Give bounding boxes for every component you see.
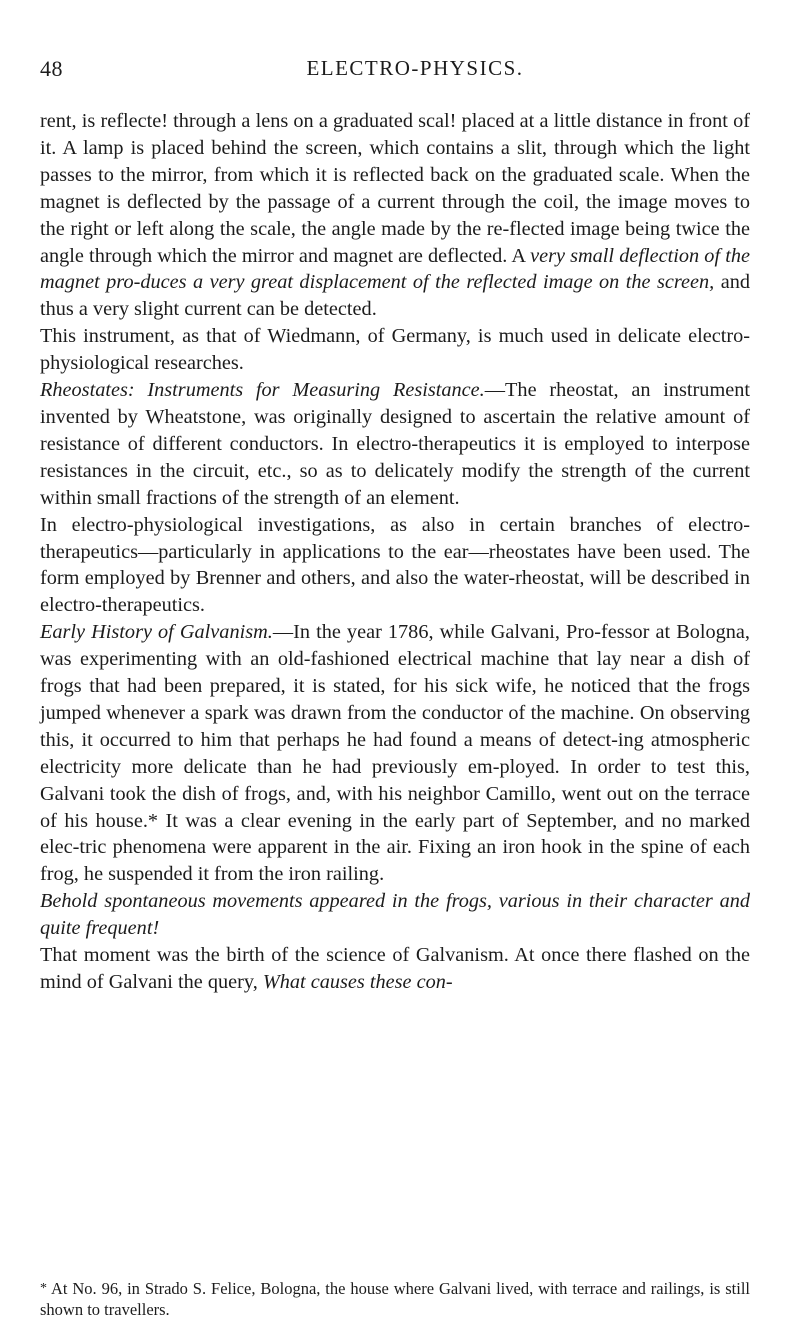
body-text <box>40 108 750 996</box>
paragraph-6 <box>40 888 750 942</box>
paragraph-6-italic: Behold spontaneous movements appeared in the frogs, various in their character and quite frequent! <box>40 890 750 940</box>
paragraph-3 <box>40 377 750 512</box>
page-header <box>40 56 750 86</box>
paragraph-1 <box>40 108 750 323</box>
paragraph-5-text: —In the year 1786, while Galvani, Pro-fessor at Bologna, was experimenting with an old-fashioned electrical machine that lay near a dish of frogs that had been prepared, it is stated, for his sick wife, he noticed that the frogs jumped whenever a spark was drawn from the conductor of the machine. On observing this, it occurred to him that perhaps he had found a means of detect-ing atmospheric electricity more delicate than he had previously em-ployed. In order to test this, Galvani took the dish of frogs, and, with his neighbor Camillo, went out on the terrace of his house.* It was a clear evening in the early part of September, and no marked elec-tric phenomena were apparent in the air. Fixing an iron hook in the spine of each frog, he suspended it from the iron railing. <box>40 621 750 886</box>
paragraph-7 <box>40 942 750 996</box>
footnote-mark: * <box>40 1281 47 1296</box>
early-history-heading: Early History of Galvanism. <box>40 621 273 644</box>
paragraph-5 <box>40 619 750 888</box>
paragraph-3-text: —The rheostat, an instrument invented by Wheatstone, was originally designed to ascertain the relative amount of resistance of different conductors. In electro-therapeutics it is employed to interpose resistances in the circuit, etc., so as to delicately modify the strength of the current within small fractions of the strength of an element. <box>40 379 751 509</box>
paragraph-2: This instrument, as that of Wiedmann, of Germany, is much used in delicate electro-physiological researches. <box>40 325 750 375</box>
footnote <box>40 1278 750 1320</box>
paragraph-7-italic: What causes these con- <box>262 971 453 993</box>
paragraph-1-end: and thus a very slight current can be detected. <box>40 271 751 321</box>
paragraph-7-text: That moment was the birth of the science of Galvanism. At once there flashed on the mind of Galvani the query, <box>40 944 750 993</box>
rheostates-heading: Rheostates: Instruments for Measuring Resistance. <box>40 379 485 402</box>
page-number: 48 <box>40 56 63 81</box>
paragraph-1-text: rent, is reflecte! through a lens on a graduated scal! placed at a little distance in front of it. A lamp is placed behind the screen, which contains a slit, through which the light passes to the mirror, from which it is reflected back on the graduated scale. When the magnet is deflected by the passage of a current through the coil, the image moves to the right or left along the scale, the angle made by the re-flected image being twice the angle through which the mirror and magnet are deflected. A <box>40 110 750 267</box>
running-title: ELECTRO-PHYSICS. <box>306 56 524 80</box>
footnote-text: At No. 96, in Strado S. Felice, Bologna, the house where Galvani lived, with terrace and railings, is still shown to travellers. <box>40 1279 750 1319</box>
paragraph-4: In electro-physiological investigations, as also in certain branches of electro-therapeutics—particularly in applications to the ear—rheostates have been used. The form employed by Brenner and others, and also the water-rheostat, will be described in electro-therapeutics. <box>40 513 750 617</box>
paragraph-1-italic: very small deflection of the magnet pro-duces a very great displacement of the reflected image on the screen, <box>40 244 750 294</box>
